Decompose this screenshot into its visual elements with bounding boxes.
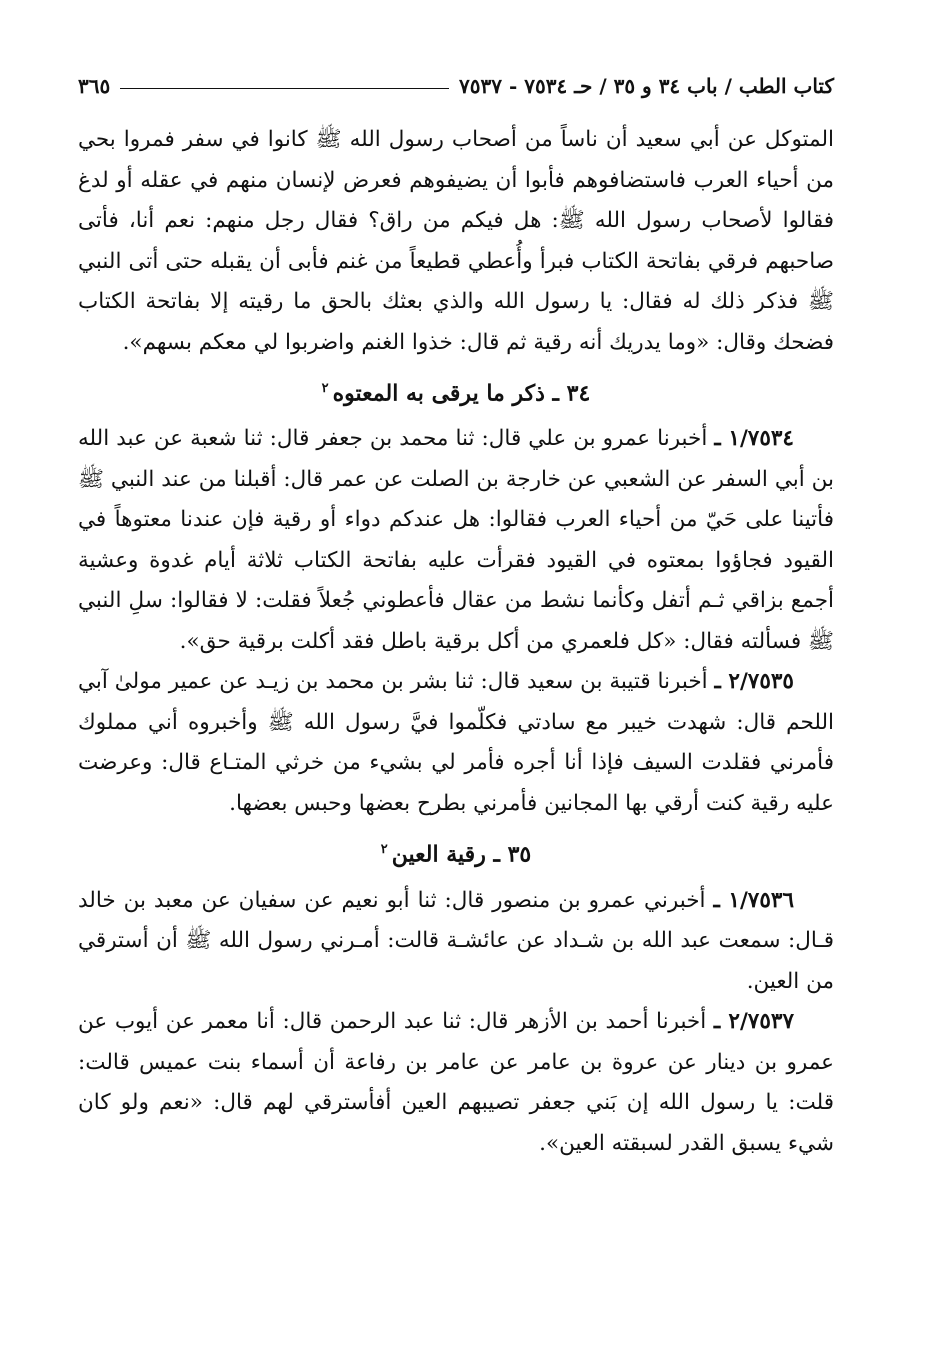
hadith-text: أخبرنا أحمد بن الأزهر قال: ثنا عبد الرحمن قال: أنا معمر عن أيوب عن عمرو بن دينار عن عروة بن عامر عن عامر بن رفاعة أن أسماء بنت عميس قالت: قلت: يا رسول الله إن بَني جعفر تصيبهم العين أفأسترقي لهم قال: «نعم ولو كان شيء يسبق القدر لسبقته العين».: [78, 1009, 834, 1156]
section-heading-text: ٣٤ ـ ذكر ما يرقى به المعتوه: [332, 380, 591, 407]
hadith-paragraph: [78, 662, 834, 824]
hadith-paragraph: [78, 1002, 834, 1164]
book-page: [78, 66, 834, 1164]
header-rule: [120, 88, 449, 89]
continuation-paragraph: المتوكل عن أبي سعيد أن ناساً من أصحاب رسول الله ﷺ كانوا في سفر فمروا بحي من أحياء العرب فاستضافوهم فأبوا أن يضيفوهم فعرض لإنسان منهم في عقله أو لدغ فقالوا لأصحاب رسول الله ﷺ: هل فيكم من راق؟ فقال رجل منهم: نعم أنا، فأتى صاحبهم فرقي بفاتحة الكتاب فبرأ وأُعطي قطيعاً من غنم فأبى أن يقبله حتى أتى النبي ﷺ فذكر ذلك له فقال: يا رسول الله والذي بعثك بالحق ما رقيته إلا بفاتحة الكتاب فضحك وقال: «وما يدريك أنه رقية ثم قال: خذوا الغنم واضربوا لي معكم بسهم».: [78, 127, 834, 355]
hadith-number: ٢/٧٥٣٧ ـ: [713, 1009, 794, 1035]
hadith-number: ١/٧٥٣٤ ـ: [714, 426, 794, 452]
running-header: [78, 66, 834, 106]
section-heading: [78, 369, 834, 413]
hadith-text: أخبرنا عمرو بن علي قال: ثنا محمد بن جعفر قال: ثنا شعبة عن عبد الله بن أبي السفر عن الشعبي عن خارجة بن الصلت عن عمر قال: أقبلنا من عند النبي ﷺ فأتينا على حَيّ من أحياء العرب فقالوا: هل عندكم دواء أو رقية فإن عندنا معتوهاً في القيود فجاؤوا بمعتوه في القيود فقرأت عليه بفاتحة الكتاب ثلاثة أيام غدوة وعشية أجمع بزاقي ثـم أتفل وكأنما نشط من عقال فأعطوني جُعلاً فقلت: لا فقالوا: سلِ النبي ﷺ فسألته فقال: «كل فلعمري من أكل برقية باطل فقد أكلت برقية حق».: [78, 426, 834, 654]
page-number: ٣٦٥: [78, 74, 111, 98]
footnote-mark: ٢: [321, 381, 329, 396]
section-34: [78, 369, 834, 824]
hadith-text: أخبرني عمرو بن منصور قال: ثنا أبو نعيم عن سفيان عن معبد بن خالد قـال: سمعت عبد الله بن شـداد عن عائشـة قالت: أمـرني رسول الله ﷺ أن أسترقي من العين.: [78, 887, 834, 994]
section-heading: [78, 830, 834, 874]
hadith-paragraph: [78, 419, 834, 662]
hadith-number: ١/٧٥٣٦ ـ: [713, 887, 794, 913]
hadith-paragraph: [78, 881, 834, 1003]
header-title: كتاب الطب / باب ٣٤ و ٣٥ / حـ ٧٥٣٤ - ٧٥٣٧: [459, 74, 834, 98]
hadith-text: أخبرنا قتيبة بن سعيد قال: ثنا بشر بن محمد بن زيـد عن عمير مولىٰ آبي اللحم قال: شهدت خيبر مع سادتي فكلّموا فيَّ رسول الله ﷺ وأخبروه أني مملوك فأمرني فقلدت السيف فإذا أنا أجره فأمر لي بشيء من خرثي المتـاع قال: وعرضت عليه رقية كنت أرقي بها المجانين فأمرني بطرح بعضها وحبس بعضها.: [78, 669, 834, 816]
footnote-mark: ٢: [380, 842, 388, 858]
section-35: [78, 830, 834, 1164]
section-heading-text: ٣٥ ـ رقية العين: [391, 841, 532, 868]
hadith-number: ٢/٧٥٣٥ ـ: [714, 669, 794, 695]
